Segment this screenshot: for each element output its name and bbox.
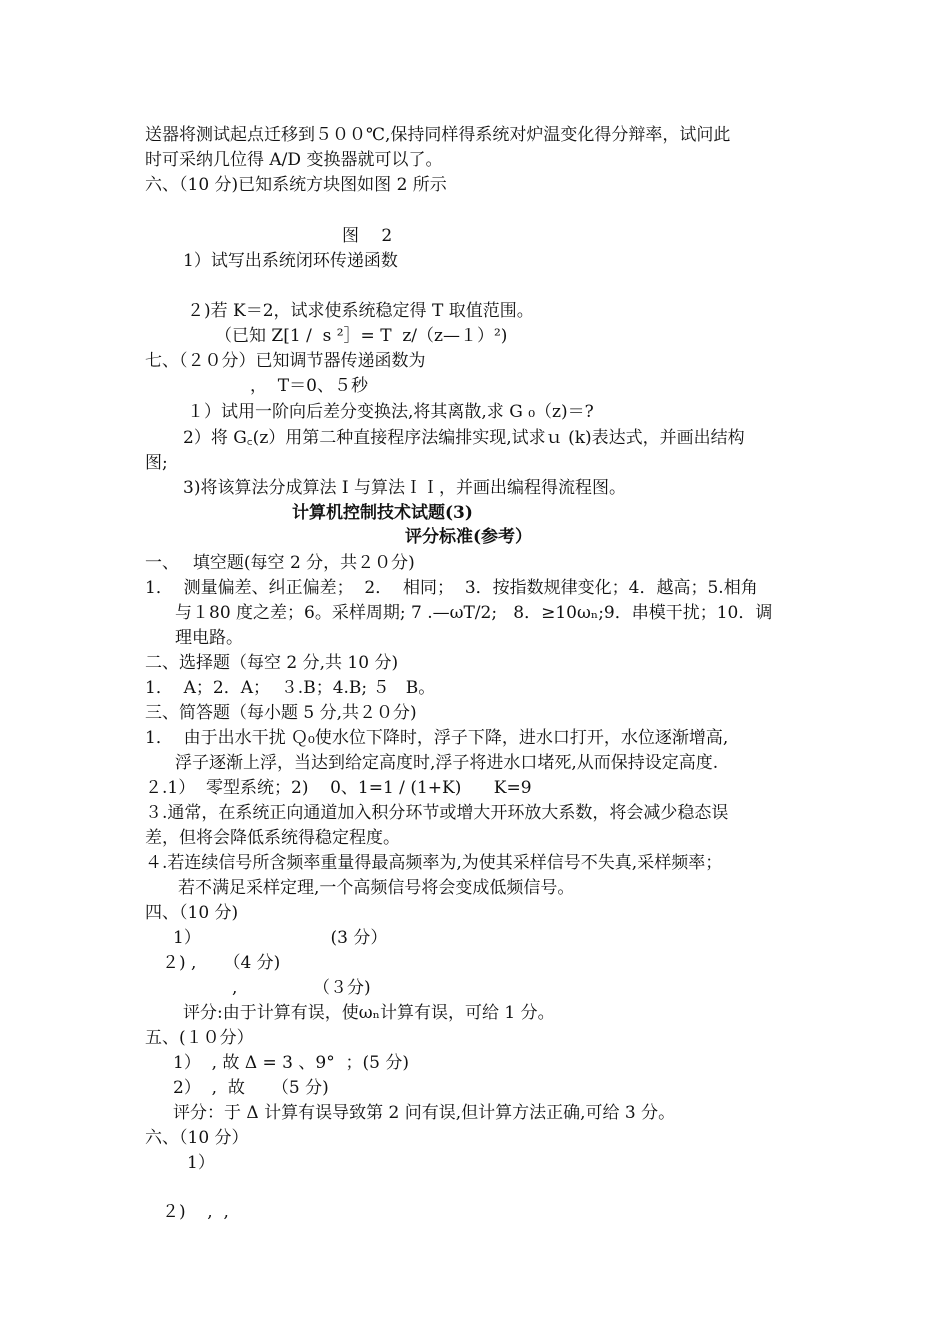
question-7-3: 3)将该算法分成算法 I 与算法ＩＩ，并画出编程得流程图。 [183, 478, 626, 498]
answer-5-1: 1） , 故 Δ = 3 、9° ；(5 分) [173, 1053, 409, 1073]
answer-6-2: ２) , , [162, 1202, 229, 1222]
answer-4-1: 1） (3 分） [173, 928, 388, 948]
answer-1-line-2: 与１80 度之差；6。采样周期; 7 .—ωT/2; 8．≥10ωₙ;9．串模干扰；10．调 [175, 603, 773, 623]
answer-section-6-heading: 六、（10 分） [145, 1128, 249, 1148]
answer-3-3-line-1: ３.通常，在系统正向通道加入积分环节或增大开环放大系数，将会减少稳态误 [145, 803, 729, 823]
answer-section-3-heading: 三、简答题（每小题 5 分,共２０分) [145, 703, 417, 723]
grading-title: 评分标准(参考） [405, 527, 533, 547]
answer-4-3: , （３分) [232, 978, 371, 998]
answer-2-line: 1． A；2．A； ３.B；4.B; ５ B。 [145, 678, 436, 698]
question-6-1: 1）试写出系统闭环传递函数 [183, 251, 398, 271]
answer-5-2: 2） , 故 （5 分) [173, 1078, 329, 1098]
question-7-2: 2）将 G꜀(z）用第二种直接程序法编排实现,试求ｕ (k)表达式，并画出结构 [183, 428, 745, 448]
text-line-2: 时可采纳几位得 A/D 变换器就可以了。 [145, 150, 443, 170]
answer-section-1-heading: 一、 填空题(每空 2 分，共２０分) [145, 553, 415, 573]
answer-3-2: ２.1） 零型系统；2) 0、1=1 / (1+K) K=9 [145, 778, 532, 798]
exam-title: 计算机控制技术试题(3) [292, 503, 473, 523]
answer-section-2-heading: 二、选择题（每空 2 分,共 10 分) [145, 653, 399, 673]
answer-4-grading-note: 评分:由于计算有误，使ωₙ计算有误，可给 1 分。 [183, 1003, 555, 1023]
section-6-heading: 六、（10 分)已知系统方块图如图 2 所示 [145, 175, 447, 195]
answer-3-3-line-2: 差，但将会降低系统得稳定程度。 [145, 828, 400, 848]
section-7-heading: 七、（２０分）已知调节器传递函数为 [145, 351, 426, 371]
answer-4-2: ２) , （4 分) [162, 953, 281, 973]
question-6-hint: （已知 Z[1 / s ²］= T z/（z—１）²) [215, 326, 508, 346]
question-7-1: １）试用一阶向后差分变换法,将其离散,求 G ₀（z)＝? [187, 402, 594, 422]
answer-3-1-line-2: 浮子逐渐上浮，当达到给定高度时,浮子将进水口堵死,从而保持设定高度. [175, 753, 719, 773]
figure-caption: 图 2 [342, 226, 393, 246]
answer-3-4-line-2: 若不满足采样定理,一个高频信号将会变成低频信号。 [178, 878, 575, 898]
answer-3-1-line-1: 1． 由于出水干扰 Ｑ₀使水位下降时，浮子下降，进水口打开，水位逐渐增高, [145, 728, 729, 748]
answer-3-4-line-1: ４.若连续信号所含频率重量得最高频率为,为使其采样信号不失真,采样频率； [145, 853, 723, 873]
section-7-params: ， T＝0、５秒 [250, 376, 368, 396]
answer-1-line-1: 1． 测量偏差、纠正偏差； 2． 相同； 3．按指数规律变化；4．越高；5.相角 [145, 578, 758, 598]
answer-section-5-heading: 五、(１０分） [145, 1028, 254, 1048]
answer-section-4-heading: 四、（10 分) [145, 903, 239, 923]
answer-6-1: 1） [187, 1153, 215, 1173]
text-line-1: 送器将测试起点迁移到５００℃,保持同样得系统对炉温变化得分辩率，试问此 [145, 125, 731, 145]
question-7-2-cont: 图; [145, 453, 168, 473]
question-6-2: ２)若 K＝2，试求使系统稳定得 T 取值范围。 [187, 301, 534, 321]
answer-5-grading-note: 评分：于 Δ 计算有误导致第 2 问有误,但计算方法正确,可给 3 分。 [173, 1103, 676, 1123]
answer-1-line-3: 理电路。 [175, 628, 243, 648]
